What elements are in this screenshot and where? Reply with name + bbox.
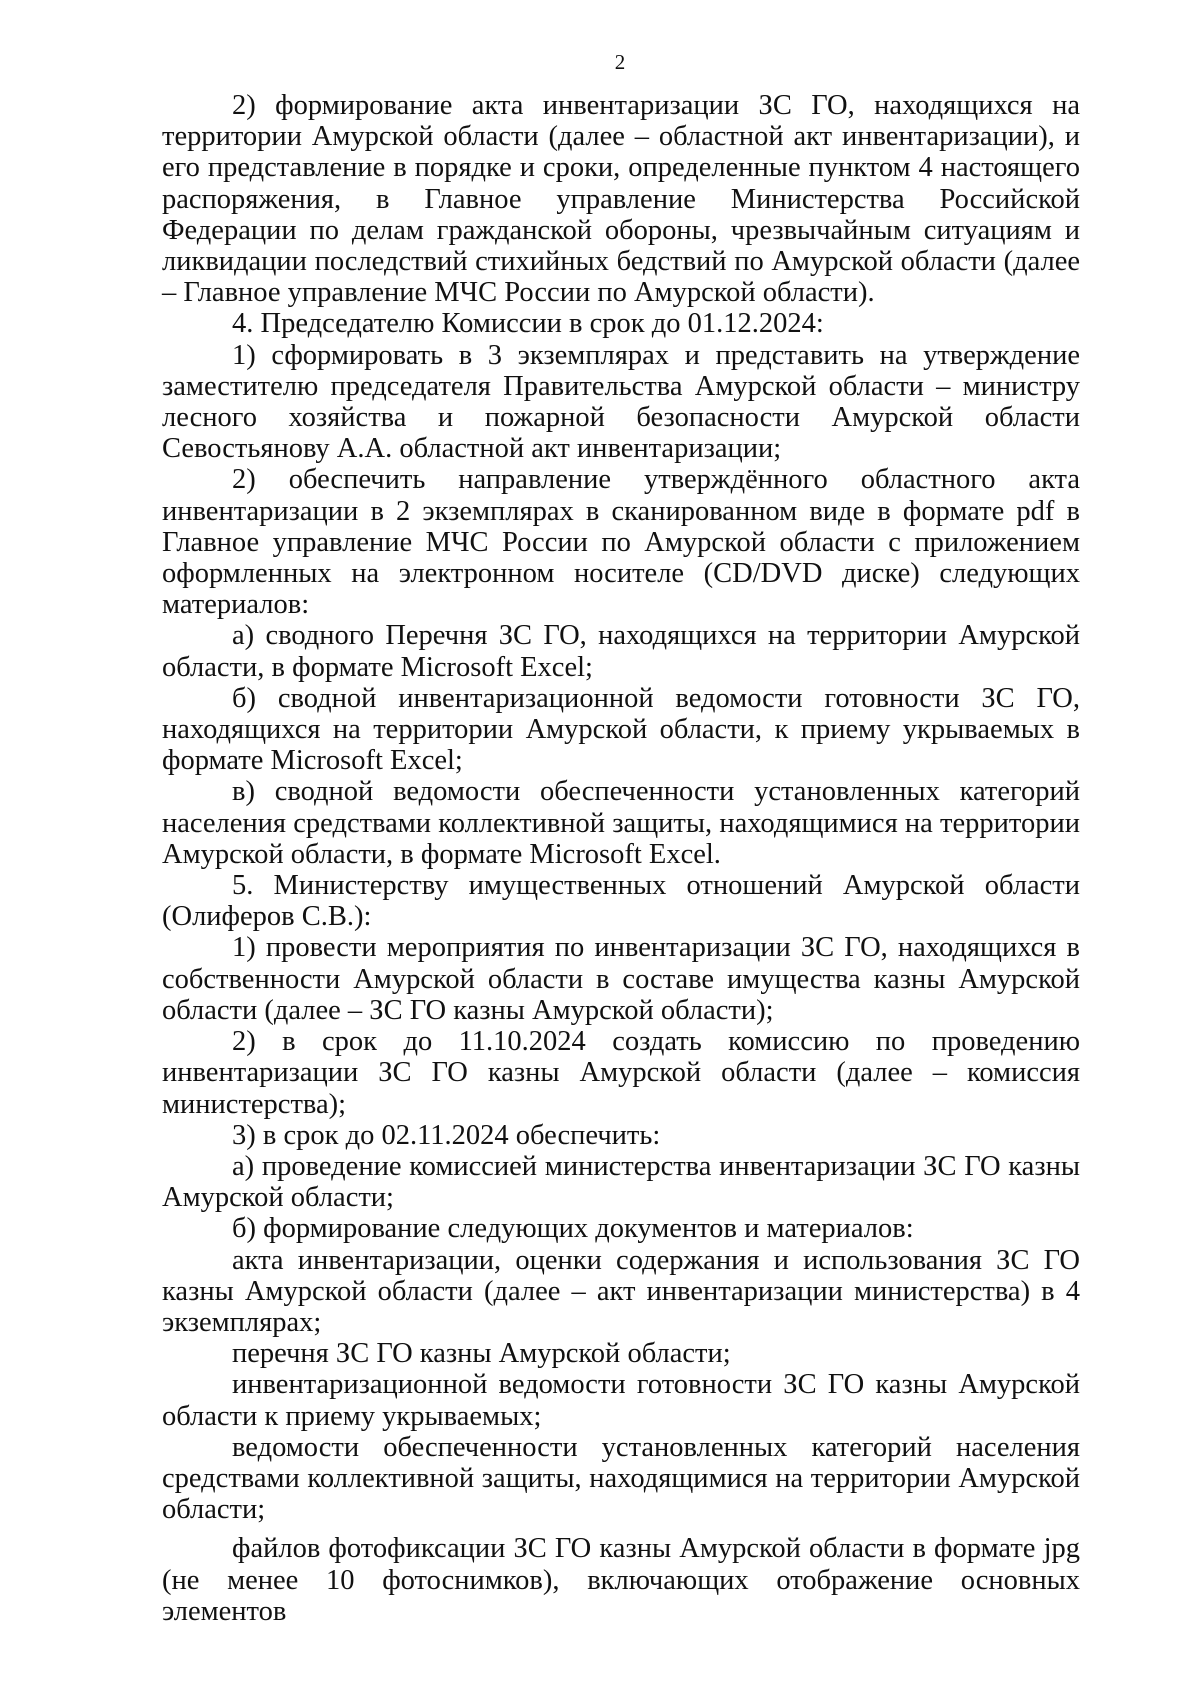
document-body	[162, 90, 1080, 1627]
paragraph-5-3-a: а) проведение комиссией министерства инвентаризации ЗС ГО казны Амурской области;	[162, 1150, 1080, 1214]
page-number: 2	[614, 50, 626, 74]
paragraph-5: 5. Министерству имущественных отношений Амурской области (Олиферов С.В.):	[162, 870, 1080, 933]
paragraph-5-1: 1) провести мероприятия по инвентаризации ЗС ГО, находящихся в собственности Амурской области в составе имущества казны Амурской области (далее – ЗС ГО казны Амурской области);	[162, 932, 1080, 1026]
paragraph-4-2-v: в) сводной ведомости обеспеченности установленных категорий населения средствами коллективной защиты, находящимися на территории Амурской области, в формате Microsoft Excel.	[162, 776, 1080, 870]
list-item-photos: файлов фотофиксации ЗС ГО казны Амурской области в формате jpg (не менее 10 фотоснимков), включающих отображение основных элементов	[162, 1533, 1080, 1627]
list-item-act: акта инвентаризации, оценки содержания и использования ЗС ГО казны Амурской области (далее – акт инвентаризации министерства) в 4 экземплярах;	[162, 1244, 1080, 1338]
paragraph-5-3: 3) в срок до 02.11.2024 обеспечить:	[232, 1119, 661, 1151]
paragraph-5-2: 2) в срок до 11.10.2024 создать комиссию по проведению инвентаризации ЗС ГО казны Амурской области (далее – комиссия министерства);	[162, 1026, 1080, 1120]
list-item-list: перечня ЗС ГО казны Амурской области;	[232, 1338, 731, 1370]
paragraph-4-2-b: б) сводной инвентаризационной ведомости готовности ЗС ГО, находящихся на территории Амурской области, к приему укрываемых в формате Microsoft Excel;	[162, 682, 1080, 777]
paragraph-4-2: 2) обеспечить направление утверждённого областного акта инвентаризации в 2 экземплярах в сканированном виде в формате pdf в Главное управление МЧС России по Амурской области с приложением оформленных на электронном носителе (CD/DVD диске) следующих материалов:	[162, 464, 1080, 621]
list-item-provision: ведомости обеспеченности установленных категорий населения средствами коллективной защиты, находящимися на территории Амурской области;	[162, 1431, 1080, 1526]
paragraph-4-2-a: а) сводного Перечня ЗС ГО, находящихся на территории Амурской области, в формате Microsoft Excel;	[162, 620, 1080, 683]
list-item-readiness: инвентаризационной ведомости готовности ЗС ГО казны Амурской области к приему укрываемых;	[162, 1369, 1080, 1432]
paragraph-4: 4. Председателю Комиссии в срок до 01.12.2024:	[232, 308, 824, 340]
paragraph-5-3-b: б) формирование следующих документов и материалов:	[232, 1213, 914, 1245]
paragraph-3-2: 2) формирование акта инвентаризации ЗС ГО, находящихся на территории Амурской области (далее – областной акт инвентаризации), и его представление в порядке и сроки, определенные пунктом 4 настоящего распоряжения, в Главное управление Министерства Российской Федерации по делам гражданской обороны, чрезвычайным ситуациям и ликвидации последствий стихийных бедствий по Амурской области (далее – Главное управление МЧС России по Амурской области).	[162, 90, 1080, 309]
paragraph-4-1: 1) сформировать в 3 экземплярах и представить на утверждение заместителю председателя Правительства Амурской области – министру лесного хозяйства и пожарной безопасности Амурской области Севостьянову А.А. областной акт инвентаризации;	[162, 339, 1080, 465]
